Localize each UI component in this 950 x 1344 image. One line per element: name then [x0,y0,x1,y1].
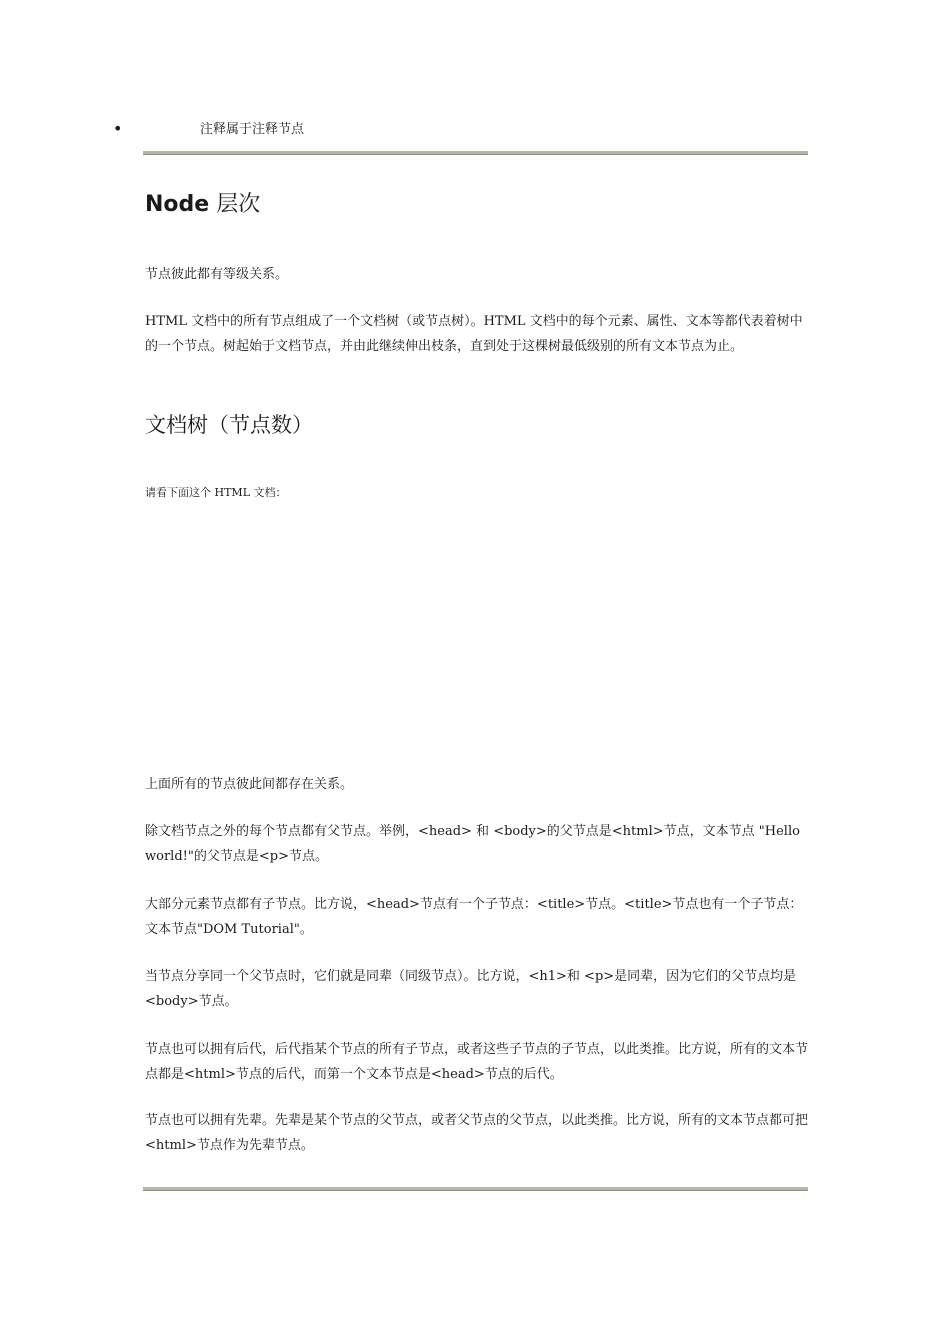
section-heading-node [145,190,260,220]
divider-top [143,151,808,155]
ancestor-paragraph: 节点也可以拥有先辈。先辈是某个节点的父节点，或者父节点的父节点，以此类推。比方说，所有的文本节点都可把<html>节点作为先辈节点。 [145,1113,809,1153]
section-heading-document-tree: 文档树（节点数） [145,413,313,437]
sibling-paragraph: 当节点分享同一个父节点时，它们就是同辈（同级节点）。比方说，<h1>和 <p>是同辈，因为它们的父节点均是<body>节点。 [145,969,797,1009]
descendant-paragraph: 节点也可以拥有后代，后代指某个节点的所有子节点，或者这些子节点的子节点，以此类推。比方说，所有的文本节点都是<html>节点的后代，而第一个文本节点是<head>节点的后代。 [145,1042,809,1082]
example-lead-text: 请看下面这个 HTML 文档： [145,486,287,499]
child-paragraph: 大部分元素节点都有子节点。比方说，<head>节点有一个子节点：<title>节点。<title>节点也有一个子节点：文本节点"DOM Tutorial"。 [145,897,803,937]
tree-description-paragraph: HTML 文档中的所有节点组成了一个文档树（或节点树）。HTML 文档中的每个元素、属性、文本等都代表着树中的一个节点。树起始于文档节点，并由此继续伸出枝条，直到处于这棵树最低级别的所有文本节点为止。 [145,314,803,354]
intro-paragraph: 节点彼此都有等级关系。 [145,267,289,282]
heading-node-en: Node [145,192,210,217]
parent-paragraph: 除文档节点之外的每个节点都有父节点。举例，<head> 和 <body>的父节点是<html>节点，文本节点 "Hello world!"的父节点是<p>节点。 [145,824,800,864]
relation-paragraph: 上面所有的节点彼此间都存在关系。 [145,777,354,792]
heading-node-zh: 层次 [216,192,261,217]
divider-bottom [143,1187,808,1191]
list-bullet: • [113,119,123,138]
list-item: 注释属于注释节点 [200,122,305,137]
